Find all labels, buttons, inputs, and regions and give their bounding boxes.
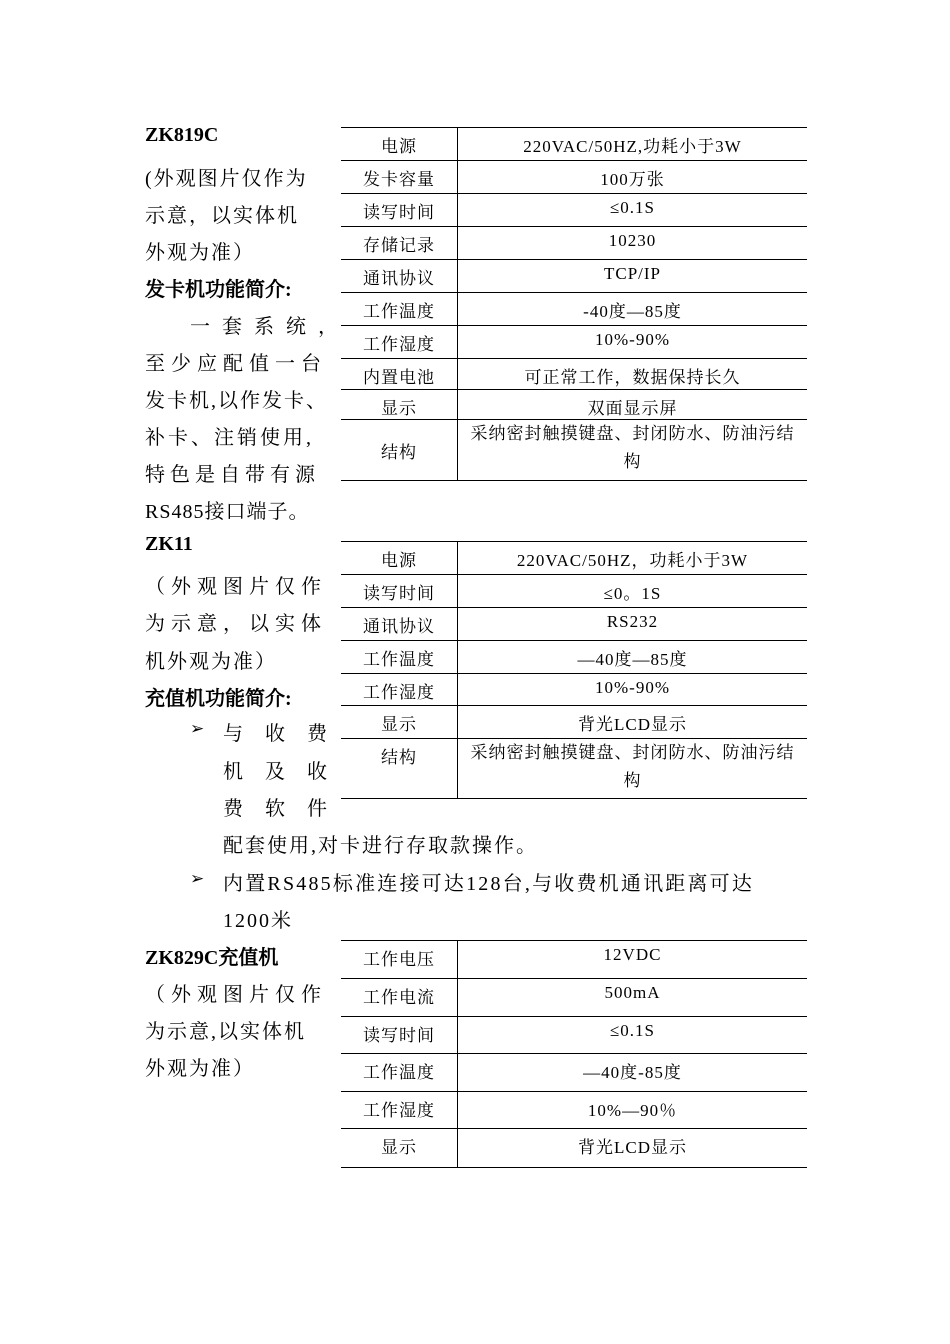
s1-desc-4: 补卡、注销使用, xyxy=(145,427,314,449)
spec-key: 存储记录 xyxy=(341,227,458,260)
spec-key: 显示 xyxy=(341,1129,458,1168)
spec-value: TCP/IP xyxy=(458,260,808,293)
spec-value: ≤0.1S xyxy=(458,1017,808,1054)
spec-key: 工作湿度 xyxy=(341,674,458,706)
s3-note-3: 外观为准） xyxy=(145,1058,255,1080)
bullet-arrow-icon: ➢ xyxy=(190,869,205,888)
s1-heading: 发卡机功能简介: xyxy=(145,279,292,301)
spec-value: -40度—85度 xyxy=(458,293,808,326)
s1-desc-1: 一套系统， xyxy=(190,316,350,338)
s2-bullet1-line-1: 与收费 xyxy=(223,723,349,745)
spec-key: 内置电池 xyxy=(341,359,458,390)
spec-value: 500mA xyxy=(458,979,808,1017)
spec-key: 工作温度 xyxy=(341,641,458,674)
spec-key: 通讯协议 xyxy=(341,608,458,641)
spec-key: 读写时间 xyxy=(341,1017,458,1054)
s2-bullet1-line-2: 机及收 xyxy=(223,761,349,783)
spec-key: 工作湿度 xyxy=(341,1092,458,1129)
s1-spec-table xyxy=(341,127,807,481)
spec-value: 10%—90％ xyxy=(458,1092,808,1129)
s2-bullet1-line-3: 费软件 xyxy=(223,798,349,820)
s3-note-2: 为示意,以实体机 xyxy=(145,1021,306,1043)
spec-value: 采纳密封触摸键盘、封闭防水、防油污结构 xyxy=(458,420,808,481)
spec-key: 显示 xyxy=(341,390,458,420)
spec-value: ≤0。1S xyxy=(458,575,808,608)
spec-key: 工作温度 xyxy=(341,293,458,326)
s1-note-1: (外观图片仅作为 xyxy=(145,168,308,190)
s3-spec-table xyxy=(341,940,807,1168)
spec-value: 10%-90% xyxy=(458,674,808,706)
s1-desc-3: 发卡机,以作发卡、 xyxy=(145,390,328,412)
spec-value: 220VAC/50HZ,功耗小于3W xyxy=(458,128,808,161)
spec-value: 100万张 xyxy=(458,161,808,194)
bullet-arrow-icon: ➢ xyxy=(190,719,205,738)
spec-value: 10230 xyxy=(458,227,808,260)
spec-value: RS232 xyxy=(458,608,808,641)
s2-spec-table xyxy=(341,541,807,799)
spec-value: 背光LCD显示 xyxy=(458,706,808,739)
spec-value: ≤0.1S xyxy=(458,194,808,227)
spec-key: 读写时间 xyxy=(341,194,458,227)
spec-key: 工作湿度 xyxy=(341,326,458,359)
s2-heading: 充值机功能简介: xyxy=(145,688,292,710)
spec-key: 发卡容量 xyxy=(341,161,458,194)
spec-key: 结构 xyxy=(341,420,458,481)
s2-bullet2-line-1: 内置RS485标准连接可达128台,与收费机通讯距离可达 xyxy=(223,873,755,895)
s2-bullet1-continuation: 配套使用,对卡进行存取款操作。 xyxy=(223,835,538,857)
spec-value: 12VDC xyxy=(458,941,808,979)
spec-key: 读写时间 xyxy=(341,575,458,608)
s1-note-2: 示意，以实体机 xyxy=(145,205,299,227)
s1-note-3: 外观为准） xyxy=(145,242,255,264)
spec-key: 通讯协议 xyxy=(341,260,458,293)
s3-note-1: （外观图片仅作 xyxy=(145,984,327,1006)
s2-note-1: （外观图片仅作 xyxy=(145,576,327,598)
spec-key: 显示 xyxy=(341,706,458,739)
spec-value: 可正常工作，数据保持长久 xyxy=(458,359,808,390)
s3-title: ZK829C充值机 xyxy=(145,947,279,969)
spec-key: 工作电流 xyxy=(341,979,458,1017)
s2-note-3: 机外观为准） xyxy=(145,651,277,673)
s1-desc-2: 至少应配值一台 xyxy=(145,353,327,375)
spec-key: 工作电压 xyxy=(341,941,458,979)
spec-value: 双面显示屏 xyxy=(458,390,808,420)
s2-title: ZK11 xyxy=(145,533,193,555)
spec-value: 采纳密封触摸键盘、封闭防水、防油污结构 xyxy=(458,739,808,799)
spec-value: 220VAC/50HZ，功耗小于3W xyxy=(458,542,808,575)
spec-key: 结构 xyxy=(341,739,458,799)
s1-title: ZK819C xyxy=(145,124,219,146)
s2-bullet2-line-2: 1200米 xyxy=(223,910,293,932)
spec-value: —40度—85度 xyxy=(458,641,808,674)
spec-key: 电源 xyxy=(341,128,458,161)
spec-value: —40度-85度 xyxy=(458,1054,808,1092)
spec-value: 背光LCD显示 xyxy=(458,1129,808,1168)
spec-key: 电源 xyxy=(341,542,458,575)
spec-key: 工作温度 xyxy=(341,1054,458,1092)
spec-value: 10%-90% xyxy=(458,326,808,359)
s2-note-2: 为示意，以实体 xyxy=(145,613,327,635)
s1-desc-6: RS485接口端子。 xyxy=(145,501,310,523)
s1-desc-5: 特色是自带有源 xyxy=(145,464,320,486)
